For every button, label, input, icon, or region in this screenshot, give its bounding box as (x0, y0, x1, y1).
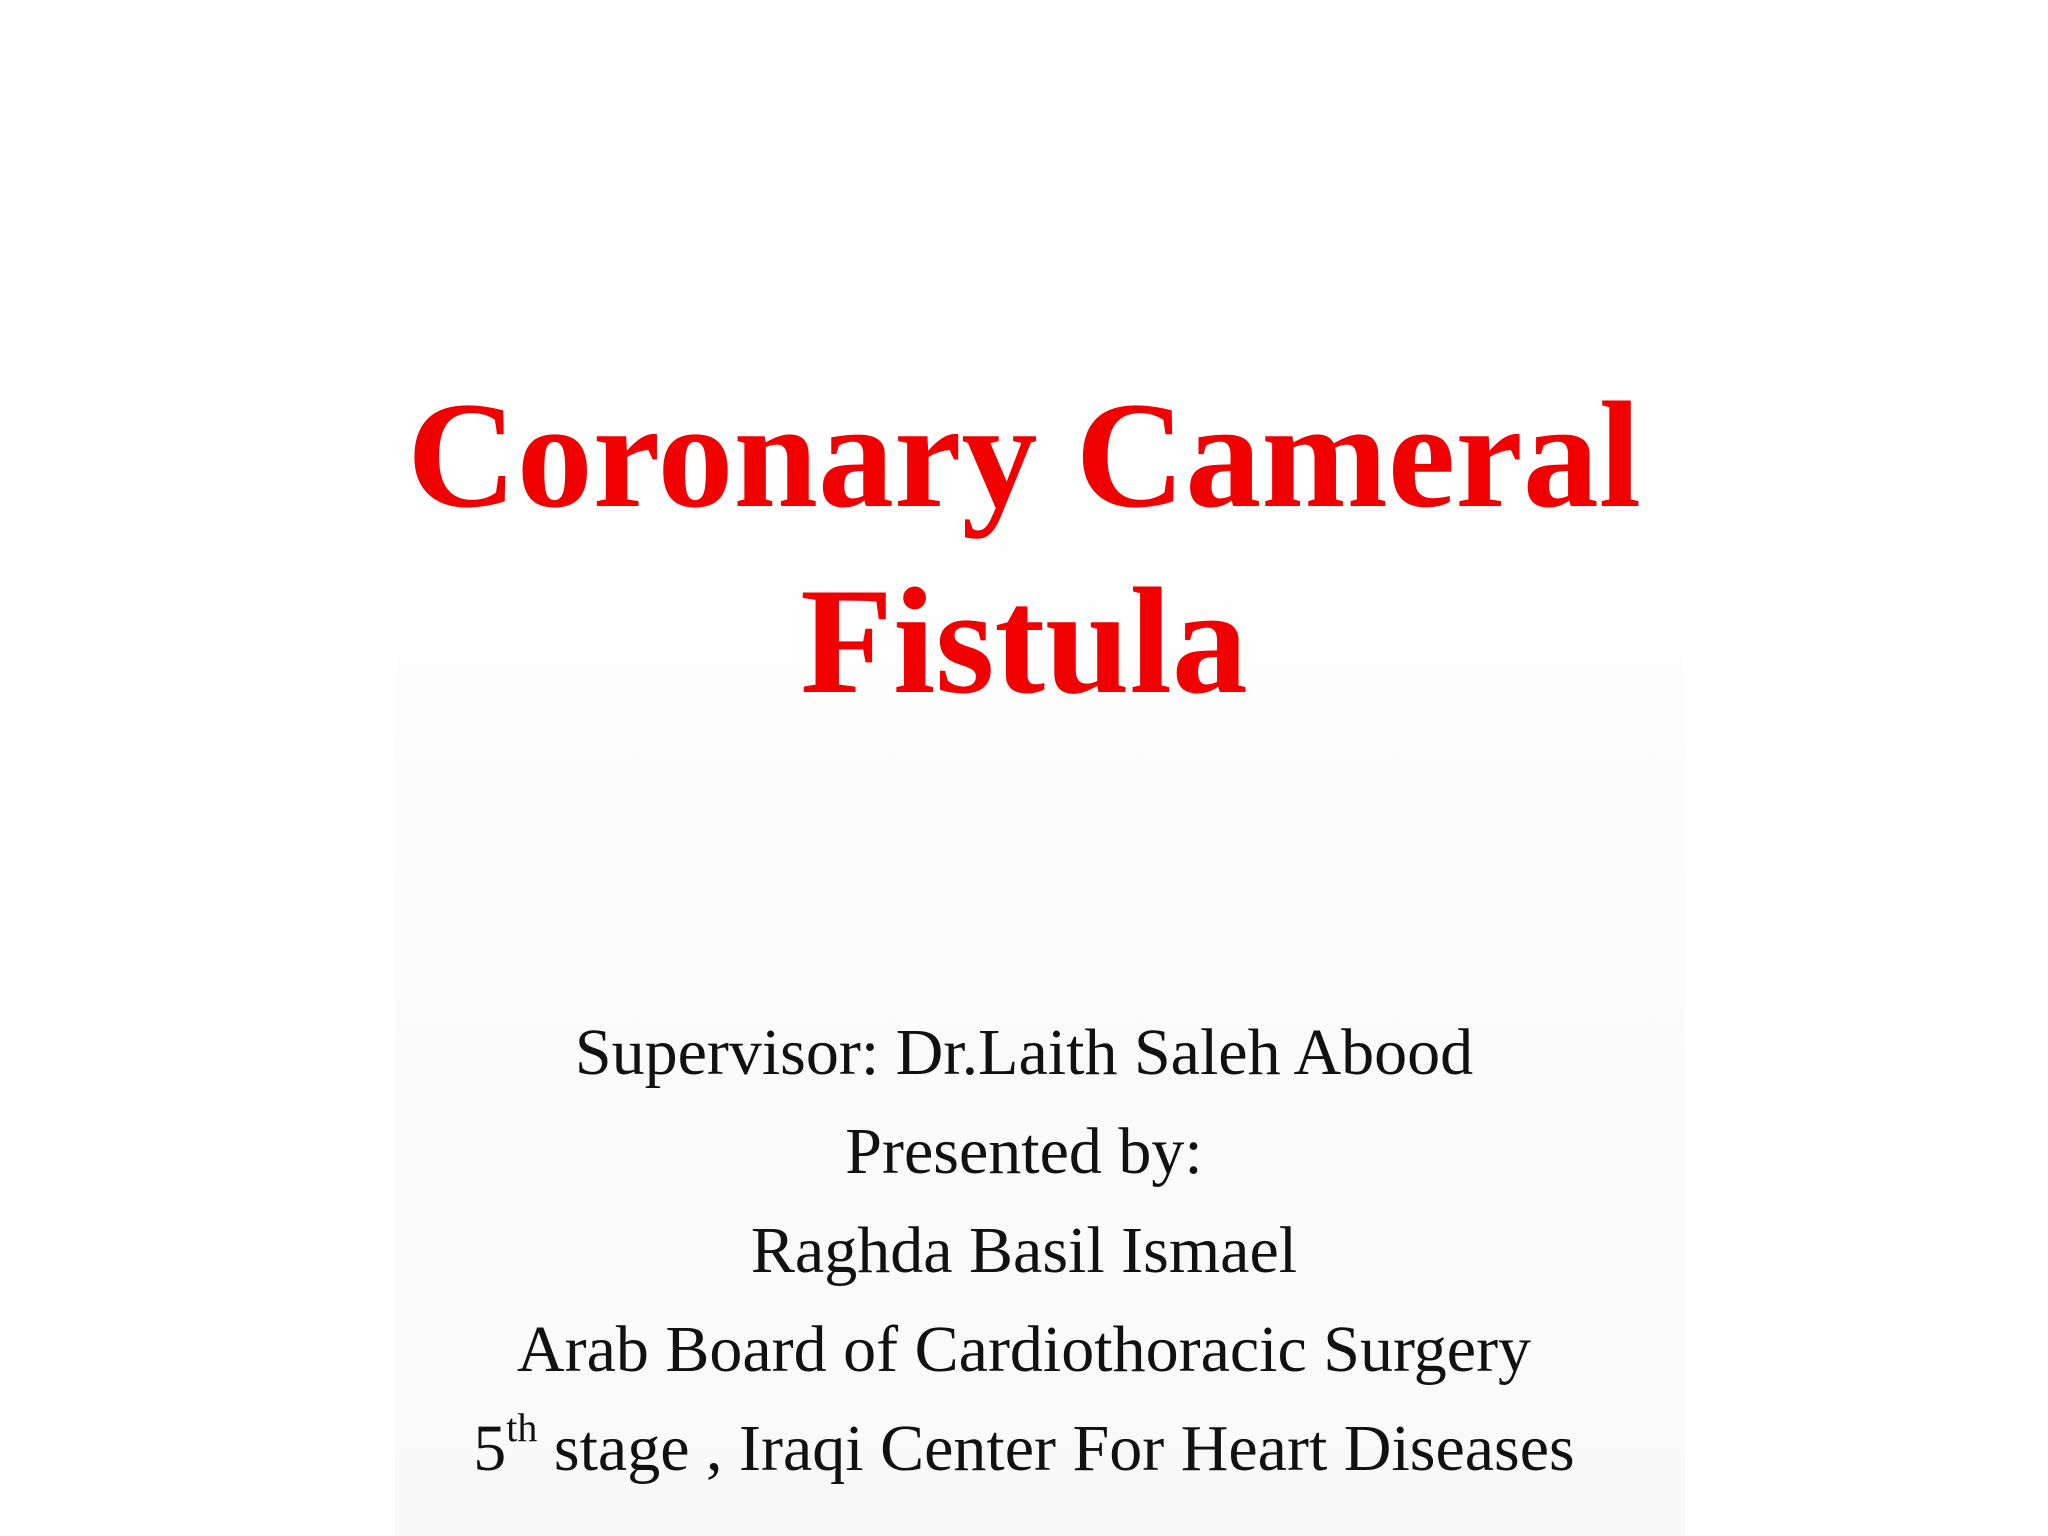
stage-line (0, 1399, 2048, 1498)
title-line-2: Fistula (800, 557, 1248, 725)
presenter-info (0, 1003, 2048, 1498)
presented-by-label: Presented by: (845, 1115, 1203, 1188)
supervisor-line: Supervisor: Dr.Laith Saleh Abood (574, 1016, 1474, 1089)
title-line-1: Coronary Cameral (406, 371, 1642, 539)
presenter-name: Raghda Basil Ismael (750, 1214, 1298, 1287)
slide-title (0, 362, 2048, 734)
program-line: Arab Board of Cardiothoracic Surgery (516, 1313, 1532, 1386)
stage-suffix: th (506, 1405, 538, 1450)
stage-number: 5 (473, 1412, 507, 1485)
stage-rest: stage , Iraqi Center For Heart Diseases (537, 1412, 1575, 1485)
